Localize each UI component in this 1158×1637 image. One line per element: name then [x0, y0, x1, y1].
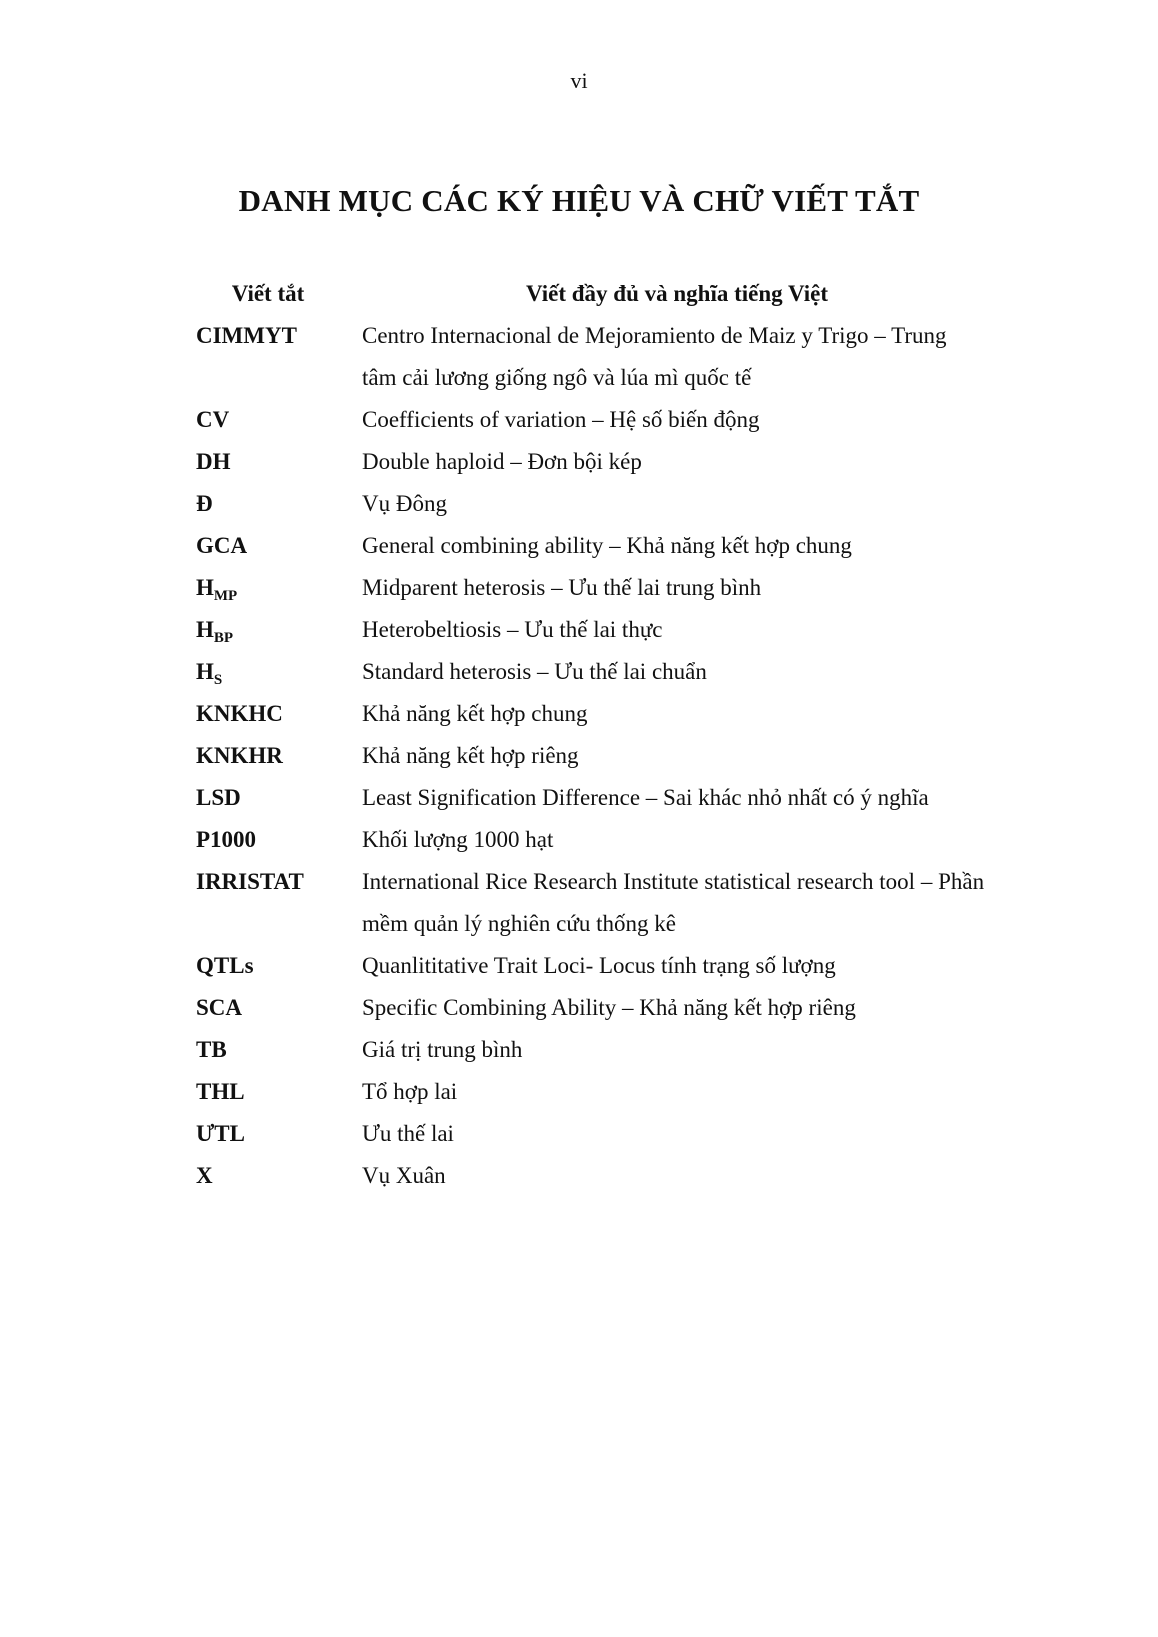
full-meaning: Quanlititative Trait Loci- Locus tính trạng số lượng — [362, 953, 836, 978]
table-row — [196, 735, 1026, 777]
abbreviation: P1000 — [196, 827, 257, 852]
abbreviation: Đ — [196, 491, 213, 516]
abbreviation: CIMMYT — [196, 323, 297, 348]
table-row — [196, 819, 1026, 861]
table-row — [196, 567, 1026, 609]
abbreviation: IRRISTAT — [196, 869, 304, 894]
page-title: DANH MỤC CÁC KÝ HIỆU VÀ CHỮ VIẾT TẮT — [238, 183, 920, 218]
table-row — [196, 315, 1026, 399]
abbreviation: $H_S$ — [196, 659, 223, 688]
table-row — [196, 693, 1026, 735]
full-meaning: Khả năng kết hợp chung — [362, 701, 588, 726]
table-row — [196, 651, 1026, 693]
full-meaning: Least Signification Difference – Sai khác nhỏ nhất có ý nghĩa — [362, 785, 929, 810]
abbreviation: CV — [196, 407, 230, 432]
table-row — [196, 1071, 1026, 1113]
abbreviation: QTLs — [196, 953, 254, 978]
table-row — [196, 945, 1026, 987]
full-meaning: Vụ Xuân — [362, 1163, 446, 1188]
abbreviation-table — [196, 273, 1026, 1197]
full-meaning: Khối lượng 1000 hạt — [362, 827, 554, 852]
abbreviation: KNKHC — [196, 701, 283, 726]
full-meaning: Giá trị trung bình — [362, 1037, 523, 1062]
header-abbreviation: Viết tắt — [231, 281, 305, 306]
full-meaning: Heterobeltiosis – Ưu thế lai thực — [362, 617, 663, 642]
full-meaning: Tổ hợp lai — [362, 1079, 458, 1104]
abbreviation: $H_{MP}$ — [196, 575, 238, 604]
abbreviation: $H_{BP}$ — [196, 617, 234, 646]
full-meaning: Midparent heterosis – Ưu thế lai trung bình — [362, 575, 762, 600]
abbreviation: TB — [196, 1037, 227, 1062]
page-number: vi — [570, 68, 588, 93]
table-row — [196, 399, 1026, 441]
full-meaning: General combining ability – Khả năng kết hợp chung — [362, 533, 852, 558]
full-meaning: Coefficients of variation – Hệ số biến động — [362, 407, 760, 432]
table-row — [196, 525, 1026, 567]
full-meaning: Ưu thế lai — [362, 1121, 454, 1146]
full-meaning: Centro Internacional de Mejoramiento de Maiz y Trigo – Trung tâm cải lương giống ngô và lúa mì quốc tế — [362, 323, 947, 390]
table-row — [196, 441, 1026, 483]
abbreviation: THL — [196, 1079, 245, 1104]
abbreviation: DH — [196, 449, 231, 474]
full-meaning: Khả năng kết hợp riêng — [362, 743, 579, 768]
header-full-meaning: Viết đầy đủ và nghĩa tiếng Việt — [525, 281, 828, 306]
full-meaning: Standard heterosis – Ưu thế lai chuẩn — [362, 659, 707, 684]
abbreviation: SCA — [196, 995, 243, 1020]
table-row — [196, 1113, 1026, 1155]
table-row — [196, 1029, 1026, 1071]
abbreviation: GCA — [196, 533, 248, 558]
table-row — [196, 483, 1026, 525]
abbreviation: ƯTL — [196, 1121, 245, 1146]
full-meaning: Specific Combining Ability – Khả năng kết hợp riêng — [362, 995, 856, 1020]
abbreviation: KNKHR — [196, 743, 283, 768]
table-header — [196, 273, 1026, 315]
table-row — [196, 777, 1026, 819]
table-row — [196, 987, 1026, 1029]
full-meaning: International Rice Research Institute statistical research tool – Phần mềm quản lý nghiên cứu thống kê — [362, 869, 985, 936]
table-row — [196, 1155, 1026, 1197]
abbreviation: LSD — [196, 785, 241, 810]
table-row — [196, 861, 1026, 945]
full-meaning: Double haploid – Đơn bội kép — [362, 449, 642, 474]
abbreviation: X — [196, 1163, 213, 1188]
full-meaning: Vụ Đông — [362, 491, 447, 516]
table-row — [196, 609, 1026, 651]
